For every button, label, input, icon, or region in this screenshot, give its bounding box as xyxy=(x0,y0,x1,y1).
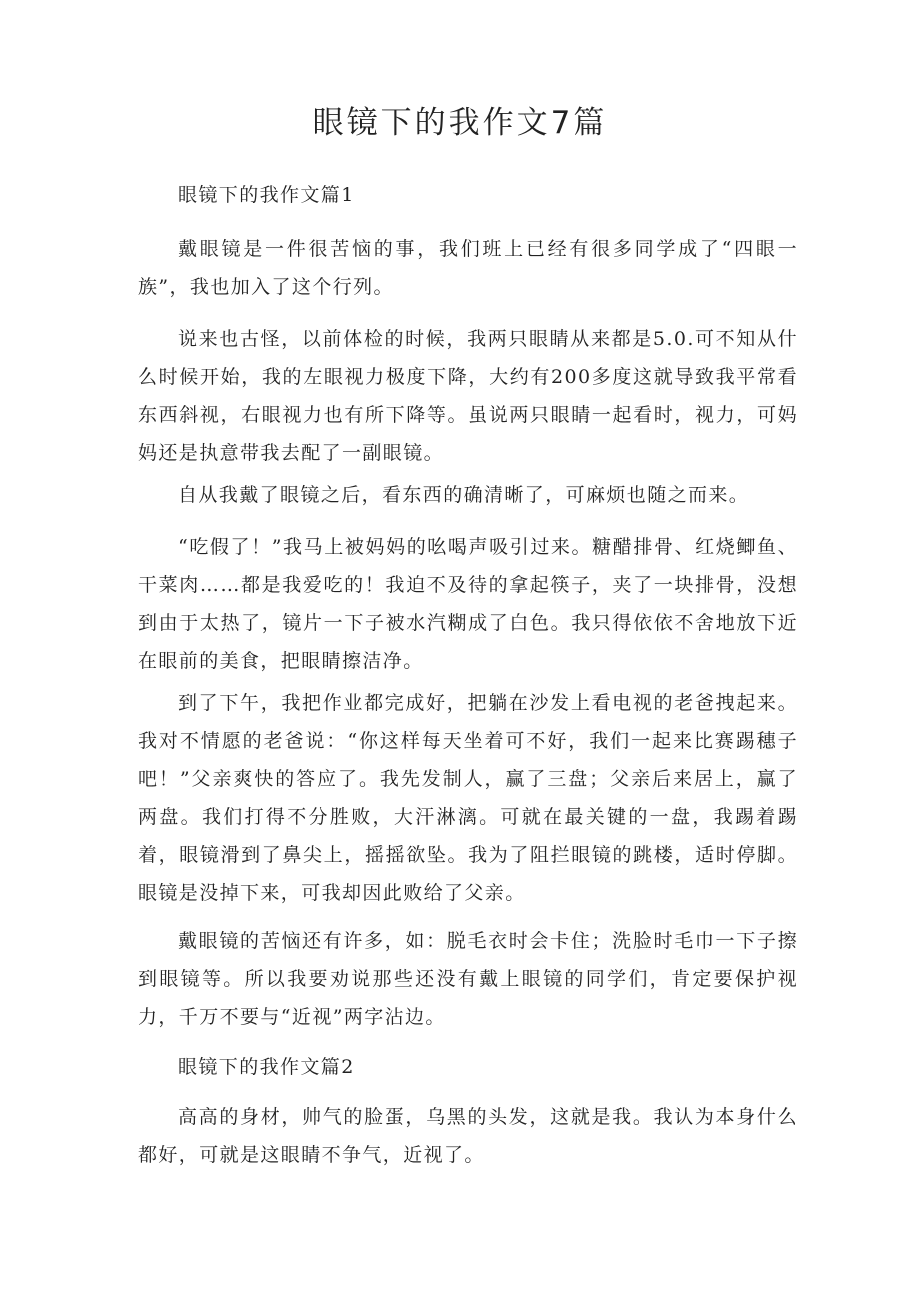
paragraph: “吃假了！”我马上被妈妈的吆喝声吸引过来。糖醋排骨、红烧鲫鱼、干菜肉……都是我爱吃的！我迫不及待的拿起筷子，夹了一块排骨，没想到由于太热了，镜片一下子被水汽糊成了白色。我只得依依不舍地放下近在眼前的美食，把眼睛擦洁净。 xyxy=(138,536,798,672)
paragraph: 高高的身材，帅气的脸蛋，乌黑的头发，这就是我。我认为本身什么都好，可就是这眼睛不争气，近视了。 xyxy=(138,1106,798,1166)
section-heading: 眼镜下的我作文篇1 xyxy=(178,184,355,206)
section-heading: 眼镜下的我作文篇2 xyxy=(178,1056,355,1078)
paragraph: 到了下午，我把作业都完成好，把躺在沙发上看电视的老爸拽起来。我对不情愿的老爸说：“你这样每天坐着可不好，我们一起来比赛踢穗子吧！”父亲爽快的答应了。我先发制人，赢了三盘；父亲后来居上，赢了两盘。我们打得不分胜败，大汗淋漓。可就在最关键的一盘，我踢着踢着，眼镜滑到了鼻尖上，摇摇欲坠。我为了阻拦眼镜的跳楼，适时停脚。眼镜是没掉下来，可我却因此败给了父亲。 xyxy=(138,692,798,904)
paragraph: 自从我戴了眼镜之后，看东西的确清晰了，可麻烦也随之而来。 xyxy=(178,484,750,506)
paragraph: 戴眼镜是一件很苦恼的事，我们班上已经有很多同学成了“四眼一族”，我也加入了这个行列。 xyxy=(138,238,798,298)
paragraph: 说来也古怪，以前体检的时候，我两只眼睛从来都是5.0.可不知从什么时候开始，我的左眼视力极度下降，大约有200多度这就导致我平常看东西斜视，右眼视力也有所下降等。虽说两只眼睛一起看时，视力，可妈妈还是执意带我去配了一副眼镜。 xyxy=(138,328,798,464)
document-title: 眼镜下的我作文7篇 xyxy=(312,105,608,141)
paragraph: 戴眼镜的苦恼还有许多，如：脱毛衣时会卡住；洗脸时毛巾一下子擦到眼镜等。所以我要劝说那些还没有戴上眼镜的同学们，肯定要保护视力，千万不要与“近视”两字沾边。 xyxy=(138,930,798,1028)
